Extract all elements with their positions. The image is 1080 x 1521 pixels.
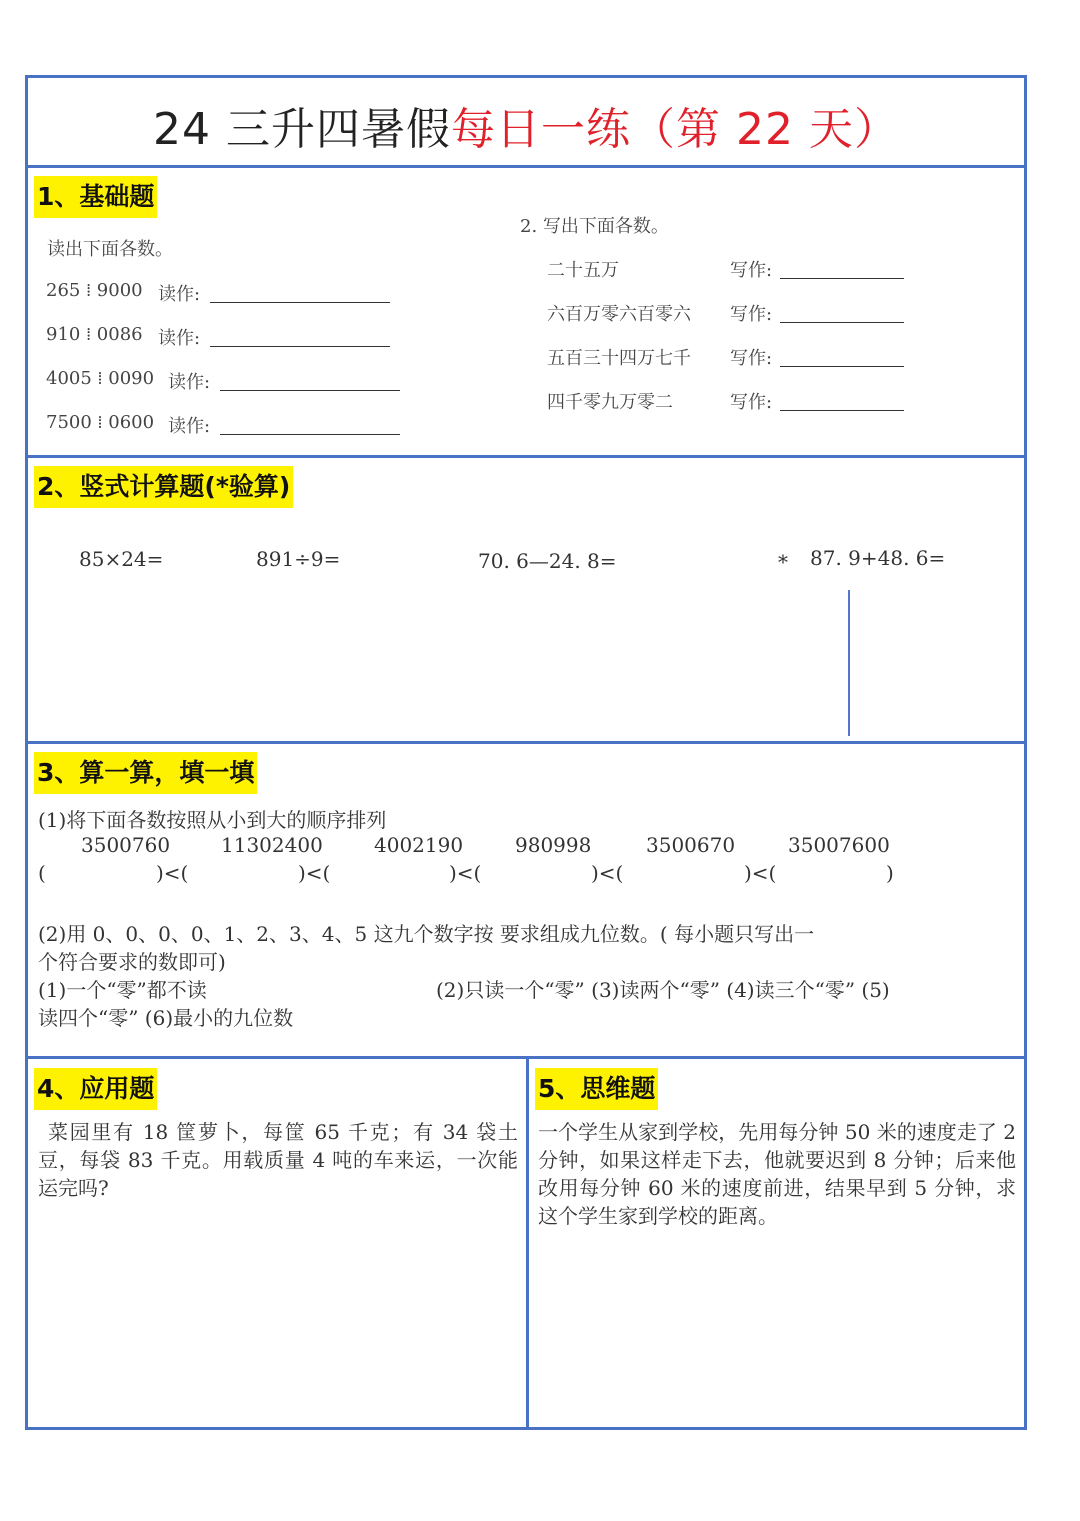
write-label-1: 写作: (730, 260, 773, 281)
number-1: 3500760 (81, 833, 171, 857)
write-text-3: 五百三十四万七千 (547, 348, 691, 369)
star-mark: * (778, 550, 788, 574)
read-number-4: 7500 ⁞ 0600 (46, 412, 155, 433)
title-black: 24 三升四暑假 (153, 104, 451, 155)
title-red: 每日一练（第 22 天） (451, 104, 899, 155)
read-label-2: 读作: (158, 328, 201, 349)
read-label-4: 读作: (168, 416, 211, 437)
check-divider (848, 590, 850, 736)
write-text-1: 二十五万 (547, 260, 619, 281)
write-text-4: 四千零九万零二 (547, 392, 673, 413)
q1-text: (1)将下面各数按照从小到大的顺序排列 (38, 808, 387, 832)
page-title (28, 93, 1024, 157)
answer-line[interactable] (780, 322, 904, 323)
problem-1: 85×24= (79, 547, 164, 571)
section-4-label: 4、应用题 (34, 1068, 157, 1110)
section-5-text: 一个学生从家到学校，先用每分钟 50 米的速度走了 2 分钟，如果这样走下去，他就要迟到 8 分钟；后来他改用每分钟 60 米的速度前进，结果早到 5 分钟，求这个学生家到学校的距离。 (538, 1120, 1016, 1228)
q2-sub-b: (2)只读一个“零” (3)读两个“零” (4)读三个“零” (5) (436, 978, 890, 1002)
order-blank[interactable]: )<( (591, 861, 624, 885)
section-1-label: 1、基础题 (34, 176, 157, 218)
answer-line[interactable] (220, 434, 400, 435)
answer-line[interactable] (210, 302, 390, 303)
section-5-label: 5、思维题 (535, 1068, 658, 1110)
answer-line[interactable] (210, 346, 390, 347)
problem-4: 87. 9+48. 6= (810, 546, 946, 570)
section-3-label: 3、算一算，填一填 (34, 752, 257, 794)
order-blank[interactable]: )<( (298, 861, 331, 885)
order-blank[interactable]: )<( (156, 861, 189, 885)
answer-line[interactable] (780, 278, 904, 279)
divider (28, 455, 1024, 458)
write-text-2: 六百万零六百零六 (547, 304, 691, 325)
order-blank[interactable]: )<( (449, 861, 482, 885)
divider (28, 165, 1024, 168)
q2-line-2: 个符合要求的数即可) (38, 950, 226, 974)
order-blank[interactable]: ( (38, 861, 46, 885)
q2-line-4: 读四个“零” (6)最小的九位数 (38, 1006, 294, 1030)
column-divider (526, 1056, 529, 1427)
write-label-4: 写作: (730, 392, 773, 413)
number-6: 35007600 (788, 833, 890, 857)
answer-line[interactable] (780, 366, 904, 367)
number-3: 4002190 (374, 833, 464, 857)
problem-3: 70. 6—24. 8= (478, 549, 617, 573)
read-label-1: 读作: (158, 284, 201, 305)
problem-2: 891÷9= (256, 547, 341, 571)
read-number-2: 910 ⁞ 0086 (46, 324, 143, 345)
number-5: 3500670 (646, 833, 736, 857)
read-intro: 读出下面各数。 (47, 239, 173, 260)
read-number-1: 265 ⁞ 9000 (46, 280, 143, 301)
q2-line-1: (2)用 0、0、0、0、1、2、3、4、5 这九个数字按 要求组成九位数。( 每小题只写出一 (38, 922, 815, 946)
order-blank[interactable]: ) (886, 861, 894, 885)
section-2-label: 2、竖式计算题(*验算) (34, 466, 293, 508)
order-blank[interactable]: )<( (744, 861, 777, 885)
read-label-3: 读作: (168, 372, 211, 393)
answer-line[interactable] (780, 410, 904, 411)
number-4: 980998 (515, 833, 592, 857)
write-label-2: 写作: (730, 304, 773, 325)
write-intro: 2. 写出下面各数。 (520, 216, 669, 237)
write-label-3: 写作: (730, 348, 773, 369)
read-number-3: 4005 ⁞ 0090 (46, 368, 155, 389)
q2-sub-a: (1)一个“零”都不读 (38, 978, 207, 1002)
number-2: 11302400 (221, 833, 323, 857)
divider (28, 741, 1024, 744)
section-4-text: 菜园里有 18 筐萝卜，每筐 65 千克；有 34 袋土豆，每袋 83 千克。用载质量 4 吨的车来运，一次能运完吗? (38, 1120, 518, 1200)
answer-line[interactable] (220, 390, 400, 391)
worksheet (25, 75, 1027, 1430)
